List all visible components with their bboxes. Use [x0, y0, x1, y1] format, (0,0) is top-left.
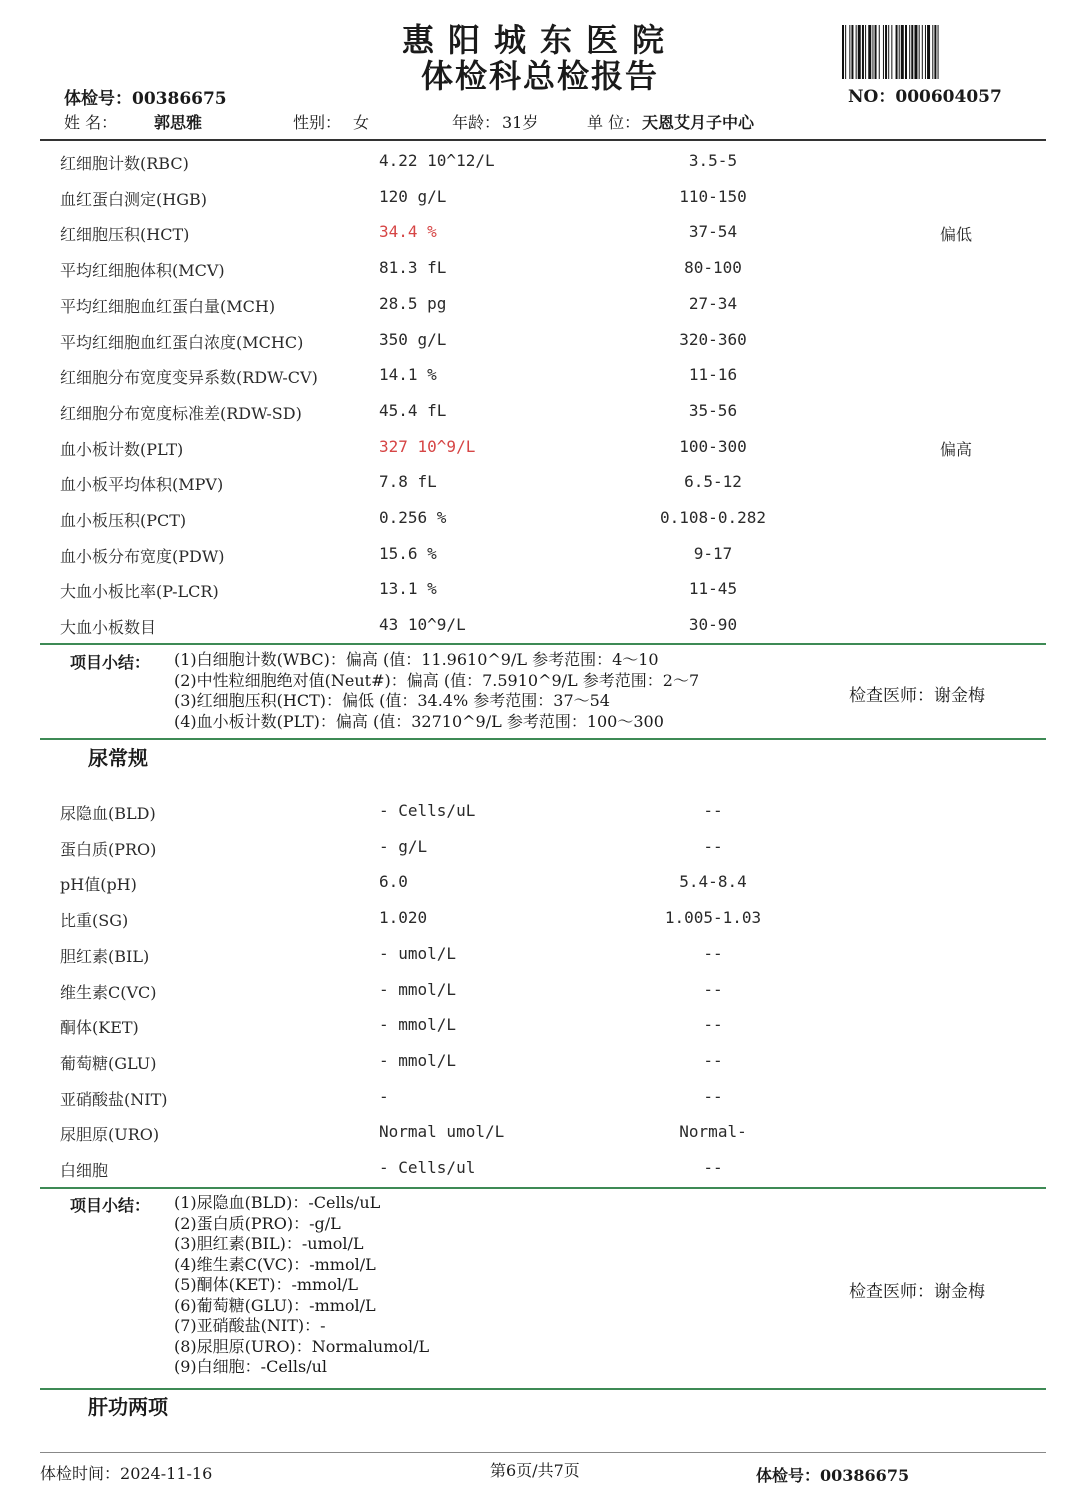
reference-range: 11-16	[688, 365, 738, 385]
test-result: 1.020	[379, 908, 428, 928]
test-name: 大血小板比率(P-LCR)	[60, 582, 219, 602]
test-name: 平均红细胞体积(MCV)	[60, 261, 225, 281]
reference-range: 37-54	[688, 222, 738, 242]
summary-line: (7)亚硝酸盐(NIT)：-	[174, 1316, 326, 1335]
summary-line: (4)血小板计数(PLT)：偏高 (值：32710^9/L 参考范围：100～300	[174, 711, 664, 731]
patient-unit: 天恩艾月子中心	[642, 113, 755, 132]
test-name: 血小板分布宽度(PDW)	[60, 546, 225, 566]
abnormal-flag: 偏低	[940, 225, 973, 245]
test-result: 120 g/L	[379, 186, 447, 206]
reference-range: --	[703, 979, 723, 999]
exam-time: 体检时间：2024-11-16	[40, 1464, 213, 1483]
test-result: 327 10^9/L	[379, 436, 476, 456]
reference-range: --	[703, 1050, 723, 1070]
table-row	[0, 357, 1080, 393]
test-result: - Cells/ul	[379, 1158, 476, 1177]
test-name: 胆红素(BIL)	[60, 946, 150, 966]
reference-range: 5.4-8.4	[679, 872, 747, 892]
table-row	[0, 829, 1080, 865]
test-result: 15.6 %	[379, 543, 437, 563]
doctor-signature: 检查医师：谢金梅	[849, 686, 985, 706]
summary-line: (4)维生素C(VC)：-mmol/L	[174, 1254, 376, 1274]
gender-label: 性别：	[293, 113, 342, 132]
table-row	[0, 536, 1080, 572]
report-number: NO：000604057	[848, 87, 1002, 107]
test-name: 尿隐血(BLD)	[60, 804, 156, 823]
test-result: 43 10^9/L	[379, 615, 466, 635]
table-row	[0, 500, 1080, 536]
reference-range: --	[703, 1158, 723, 1177]
reference-range: 30-90	[688, 615, 738, 635]
footer-exam-number: 体检号：00386675	[756, 1466, 910, 1485]
test-result: 0.256 %	[379, 508, 447, 527]
test-result: 350 g/L	[379, 329, 447, 349]
report-title: 体检科总检报告	[420, 57, 659, 95]
reference-range: 0.108-0.282	[660, 508, 766, 527]
test-name: 葡萄糖(GLU)	[60, 1053, 157, 1073]
test-result: 6.0	[379, 872, 408, 892]
table-row	[0, 571, 1080, 607]
barcode-icon	[842, 25, 1014, 79]
summary-line: (5)酮体(KET)：-mmol/L	[174, 1275, 358, 1294]
reference-range: 1.005-1.03	[664, 908, 762, 928]
table-row	[0, 393, 1080, 429]
reference-range: --	[703, 1015, 723, 1035]
test-result: 14.1 %	[379, 365, 437, 385]
page-indicator: 第6页/共7页	[490, 1461, 580, 1480]
patient-age: 31岁	[502, 113, 539, 132]
reference-range: 27-34	[688, 293, 738, 313]
summary-line: (6)葡萄糖(GLU)：-mmol/L	[174, 1295, 376, 1315]
test-name: 平均红细胞血红蛋白浓度(MCHC)	[60, 332, 304, 352]
test-result: 7.8 fL	[379, 472, 437, 492]
test-name: 血小板压积(PCT)	[60, 511, 187, 530]
test-name: 红细胞计数(RBC)	[60, 154, 189, 173]
unit-label: 单 位：	[587, 113, 641, 132]
summary-line: (2)蛋白质(PRO)：-g/L	[174, 1213, 341, 1233]
test-name: 白细胞	[60, 1161, 109, 1180]
test-name: 平均红细胞血红蛋白量(MCH)	[60, 296, 276, 316]
test-result: - umol/L	[379, 943, 457, 963]
reference-range: --	[703, 943, 723, 963]
table-row	[0, 607, 1080, 643]
blood-summary	[174, 650, 699, 732]
table-row	[0, 793, 1080, 829]
test-name: 红细胞压积(HCT)	[60, 225, 190, 245]
patient-name: 郭思雅	[154, 113, 203, 132]
summary-line: (2)中性粒细胞绝对值(Neut#)：偏高 (值：7.5910^9/L 参考范围：2～7	[174, 670, 700, 690]
reference-range: 3.5-5	[688, 151, 738, 170]
table-row	[0, 250, 1080, 286]
urine-summary	[174, 1193, 429, 1378]
test-name: 血小板平均体积(MPV)	[60, 475, 224, 495]
table-row	[0, 864, 1080, 900]
table-row	[0, 429, 1080, 465]
summary-line: (1)尿隐血(BLD)：-Cells/uL	[174, 1193, 381, 1212]
test-result: 13.1 %	[379, 579, 437, 599]
summary-line: (8)尿胆原(URO)：Normalumol/L	[174, 1336, 430, 1356]
reference-range: 100-300	[679, 436, 747, 456]
test-name: 血红蛋白测定(HGB)	[60, 189, 207, 209]
test-name: 红细胞分布宽度标准差(RDW-SD)	[60, 403, 302, 423]
table-row	[0, 464, 1080, 500]
test-result: Normal umol/L	[379, 1122, 505, 1142]
divider	[40, 1388, 1046, 1390]
reference-range: 6.5-12	[684, 472, 742, 492]
summary-line: (3)红细胞压积(HCT)：偏低 (值：34.4% 参考范围：37～54	[174, 691, 610, 710]
test-result: - Cells/uL	[379, 801, 476, 820]
header-divider	[40, 139, 1046, 141]
summary-line: (9)白细胞：-Cells/ul	[174, 1357, 328, 1376]
section-title-urine: 尿常规	[88, 746, 148, 770]
hospital-name: 惠阳城东医院	[401, 21, 678, 59]
patient-gender: 女	[353, 113, 370, 132]
reference-range: 11-45	[688, 579, 738, 599]
reference-range: 320-360	[679, 329, 747, 349]
table-row	[0, 1079, 1080, 1115]
table-row	[0, 179, 1080, 215]
test-name: 大血小板数目	[60, 618, 157, 638]
test-result: -	[379, 1086, 389, 1106]
test-name: 蛋白质(PRO)	[60, 839, 157, 859]
divider	[40, 1187, 1046, 1189]
test-result: 45.4 fL	[379, 400, 447, 420]
reference-range: Normal-	[679, 1122, 747, 1142]
table-row	[0, 1007, 1080, 1043]
section-title-liver: 肝功两项	[88, 1395, 168, 1419]
table-row	[0, 286, 1080, 322]
summary-label: 项目小结：	[70, 1196, 151, 1215]
reference-range: 80-100	[684, 258, 742, 278]
test-name: 血小板计数(PLT)	[60, 439, 184, 459]
divider	[40, 738, 1046, 740]
table-row	[0, 1150, 1080, 1186]
doctor-signature: 检查医师：谢金梅	[849, 1282, 985, 1302]
test-result: - mmol/L	[379, 1015, 457, 1035]
table-row	[0, 1114, 1080, 1150]
reference-range: --	[703, 801, 723, 820]
exam-number: 体检号：00386675	[64, 89, 227, 109]
test-result: - g/L	[379, 836, 428, 856]
test-result: 34.4 %	[379, 222, 437, 242]
summary-label: 项目小结：	[70, 653, 151, 672]
test-name: 红细胞分布宽度变异系数(RDW-CV)	[60, 368, 318, 388]
test-result: 4.22 10^12/L	[379, 151, 495, 170]
test-name: 比重(SG)	[60, 911, 129, 931]
summary-line: (3)胆红素(BIL)：-umol/L	[174, 1234, 364, 1253]
test-name: pH值(pH)	[60, 875, 137, 895]
name-label: 姓 名：	[64, 113, 118, 132]
test-result: 81.3 fL	[379, 258, 447, 278]
table-row	[0, 900, 1080, 936]
reference-range: --	[703, 1086, 723, 1106]
reference-range: 9-17	[693, 543, 733, 563]
reference-range: 110-150	[679, 186, 747, 206]
table-row	[0, 143, 1080, 179]
table-row	[0, 322, 1080, 358]
abnormal-flag: 偏高	[940, 439, 973, 459]
table-row	[0, 1043, 1080, 1079]
footer-divider	[40, 1452, 1046, 1453]
test-result: - mmol/L	[379, 979, 457, 999]
reference-range: --	[703, 836, 723, 856]
table-row	[0, 936, 1080, 972]
test-name: 维生素C(VC)	[60, 982, 157, 1002]
test-name: 亚硝酸盐(NIT)	[60, 1089, 168, 1109]
reference-range: 35-56	[688, 400, 738, 420]
test-result: 28.5 pg	[379, 293, 447, 313]
test-result: - mmol/L	[379, 1050, 457, 1070]
table-row	[0, 214, 1080, 250]
test-name: 酮体(KET)	[60, 1018, 139, 1038]
age-label: 年龄：	[452, 113, 501, 132]
divider	[40, 643, 1046, 645]
test-name: 尿胆原(URO)	[60, 1125, 160, 1145]
summary-line: (1)白细胞计数(WBC)：偏高 (值：11.9610^9/L 参考范围：4～10	[174, 650, 659, 669]
table-row	[0, 972, 1080, 1008]
